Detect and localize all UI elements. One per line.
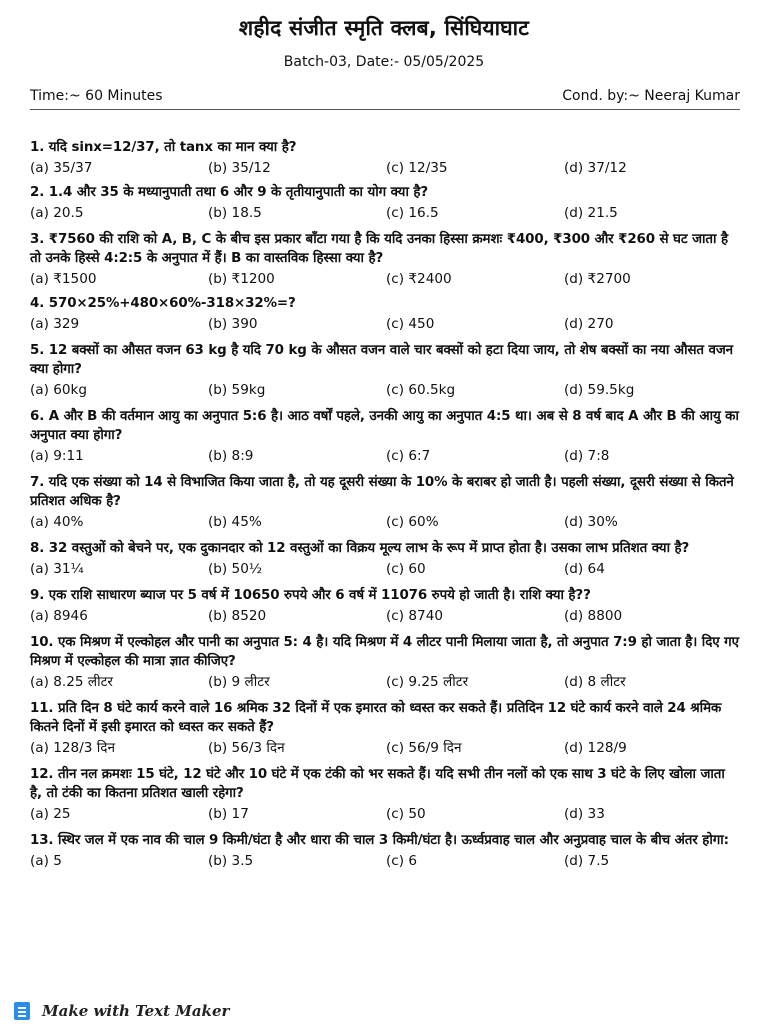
- question-item: [30, 407, 740, 465]
- option-a: (a) 9:11: [30, 448, 84, 464]
- option-row: [30, 513, 740, 531]
- option-b: (b) 9 लीटर: [208, 674, 270, 690]
- option-c: (c) 9.25 लीटर: [386, 674, 469, 690]
- batch-date: Batch-03, Date:- 05/05/2025: [283, 54, 485, 70]
- question-text: 1. यदि sinx=12/37, तो tanx का मान क्या है?: [30, 140, 297, 155]
- option-a: (a) 20.5: [30, 205, 84, 221]
- option-d: (d) 64: [564, 561, 605, 577]
- question-item: [30, 633, 740, 691]
- note-icon: [14, 1002, 30, 1020]
- option-a: (a) 40%: [30, 514, 84, 530]
- page-title: शहीद संजीत स्मृति क्लब, सिंघियाघाट: [238, 16, 530, 40]
- question-item: [30, 699, 740, 757]
- option-row: [30, 381, 740, 399]
- option-d: (d) 270: [564, 316, 614, 332]
- option-d: (d) 59.5kg: [564, 382, 635, 398]
- option-a: (a) 128/3 दिन: [30, 740, 116, 756]
- option-row: [30, 270, 740, 288]
- option-c: (c) 50: [386, 806, 426, 822]
- option-row: [30, 204, 740, 222]
- option-b: (b) 35/12: [208, 160, 271, 176]
- question-item: [30, 294, 740, 333]
- question-item: [30, 539, 740, 578]
- option-b: (b) 18.5: [208, 205, 262, 221]
- option-c: (c) 60: [386, 561, 426, 577]
- question-list: [30, 138, 740, 870]
- question-item: [30, 765, 740, 823]
- option-c: (c) 56/9 दिन: [386, 740, 462, 756]
- question-item: [30, 586, 740, 625]
- option-row: [30, 560, 740, 578]
- conducted-by: Cond. by:~ Neeraj Kumar: [562, 88, 740, 104]
- option-c: (c) 16.5: [386, 205, 439, 221]
- question-text: 11. प्रति दिन 8 घंटे कार्य करने वाले 16 श्रमिक 32 दिनों में एक इमारत को ध्वस्त कर सकते हैं। प्रतिदिन 12 घंटे कार्य करने वाले 24 श्रमिक कितने दिनों में इसी इमारत को ध्वस्त कर सकते हैं?: [30, 701, 722, 735]
- question-item: [30, 341, 740, 399]
- option-b: (b) 50½: [208, 561, 263, 577]
- option-b: (b) 17: [208, 806, 249, 822]
- question-text: 5. 12 बक्सों का औसत वजन 63 kg है यदि 70 kg के औसत वजन वाले चार बक्सों को हटा दिया जाय, तो शेष बक्सों का नया औसत वजन क्या होगा?: [30, 343, 734, 377]
- option-a: (a) 60kg: [30, 382, 88, 398]
- option-b: (b) 390: [208, 316, 258, 332]
- option-d: (d) 8 लीटर: [564, 674, 626, 690]
- question-text: 9. एक राशि साधारण ब्याज पर 5 वर्ष में 10650 रुपये और 6 वर्ष में 11076 रुपये हो जाती है। राशि क्या है??: [30, 588, 591, 603]
- option-row: [30, 673, 740, 691]
- question-item: [30, 831, 740, 870]
- option-row: [30, 607, 740, 625]
- question-item: [30, 183, 740, 222]
- option-b: (b) 8:9: [208, 448, 254, 464]
- option-c: (c) 8740: [386, 608, 443, 624]
- question-item: [30, 473, 740, 531]
- option-a: (a) 31¼: [30, 561, 84, 577]
- footer: [14, 1000, 229, 1022]
- option-a: (a) 8946: [30, 608, 88, 624]
- question-text: 13. स्थिर जल में एक नाव की चाल 9 किमी/घंटा है और धारा की चाल 3 किमी/घंटा है। ऊर्ध्वप्रवाह चाल और अनुप्रवाह चाल के बीच अंतर होगा:: [30, 833, 729, 848]
- question-text: 3. ₹7560 की राशि को A, B, C के बीच इस प्रकार बाँटा गया है कि यदि उनका हिस्सा क्रमशः ₹400, ₹300 और ₹260 से घट जाता है तो उनके हिस्से 4:2:5 के अनुपात में हैं। B का वास्तविक हिस्सा क्या है?: [30, 232, 728, 266]
- option-c: (c) 60.5kg: [386, 382, 456, 398]
- option-row: [30, 315, 740, 333]
- option-c: (c) 6:7: [386, 448, 431, 464]
- time-label: Time:~ 60 Minutes: [30, 88, 163, 104]
- option-d: (d) 7:8: [564, 448, 610, 464]
- option-d: (d) ₹2700: [564, 271, 631, 287]
- option-c: (c) 60%: [386, 514, 439, 530]
- option-d: (d) 37/12: [564, 160, 627, 176]
- question-text: 12. तीन नल क्रमशः 15 घंटे, 12 घंटे और 10 घंटे में एक टंकी को भर सकते हैं। यदि सभी तीन नलों को एक साथ 3 घंटे के लिए खोला जाता है, तो टंकी का कितना प्रतिशत खाली रहेगा?: [30, 767, 725, 801]
- question-text: 10. एक मिश्रण में एल्कोहल और पानी का अनुपात 5: 4 है। यदि मिश्रण में 4 लीटर पानी मिलाया जाता है, तो अनुपात 7:9 हो जाता है। दिए गए मिश्रण में एल्कोहल की मात्रा ज्ञात कीजिए?: [30, 635, 739, 669]
- question-item: [30, 230, 740, 288]
- option-a: (a) 35/37: [30, 160, 93, 176]
- option-c: (c) ₹2400: [386, 271, 452, 287]
- question-text: 2. 1.4 और 35 के मध्यानुपाती तथा 6 और 9 के तृतीयानुपाती का योग क्या है?: [30, 185, 429, 200]
- option-a: (a) ₹1500: [30, 271, 97, 287]
- option-b: (b) 56/3 दिन: [208, 740, 285, 756]
- option-c: (c) 450: [386, 316, 435, 332]
- option-c: (c) 12/35: [386, 160, 448, 176]
- option-b: (b) 59kg: [208, 382, 266, 398]
- option-row: [30, 447, 740, 465]
- option-d: (d) 8800: [564, 608, 623, 624]
- option-row: [30, 739, 740, 757]
- option-a: (a) 25: [30, 806, 71, 822]
- option-a: (a) 329: [30, 316, 80, 332]
- question-text: 6. A और B की वर्तमान आयु का अनुपात 5:6 है। आठ वर्षों पहले, उनकी आयु का अनुपात 4:5 था। अब से 8 वर्ष बाद A और B की आयु का अनुपात क्या होगा?: [30, 409, 739, 443]
- option-d: (d) 7.5: [564, 853, 610, 869]
- option-b: (b) 3.5: [208, 853, 254, 869]
- option-row: [30, 852, 740, 870]
- option-d: (d) 21.5: [564, 205, 618, 221]
- meta-row: [30, 88, 740, 108]
- option-c: (c) 6: [386, 853, 418, 869]
- option-a: (a) 5: [30, 853, 62, 869]
- question-item: [30, 138, 740, 177]
- option-b: (b) 8520: [208, 608, 267, 624]
- option-a: (a) 8.25 लीटर: [30, 674, 113, 690]
- question-text: 7. यदि एक संख्या को 14 से विभाजित किया जाता है, तो यह दूसरी संख्या के 10% के बराबर हो जाती है। पहली संख्या, दूसरी संख्या से कितने प्रतिशत अधिक है?: [30, 475, 734, 509]
- header-divider: [30, 109, 740, 110]
- option-d: (d) 128/9: [564, 740, 627, 756]
- question-text: 8. 32 वस्तुओं को बेचने पर, एक दुकानदार को 12 वस्तुओं का विक्रय मूल्य लाभ के रूप में प्राप्त होता है। उसका लाभ प्रतिशत क्या है?: [30, 541, 690, 556]
- option-d: (d) 30%: [564, 514, 618, 530]
- option-b: (b) ₹1200: [208, 271, 275, 287]
- footer-text: Make with Text Maker: [42, 1002, 230, 1020]
- question-text: 4. 570×25%+480×60%-318×32%=?: [30, 296, 296, 311]
- option-row: [30, 805, 740, 823]
- option-row: [30, 159, 740, 177]
- option-d: (d) 33: [564, 806, 605, 822]
- option-b: (b) 45%: [208, 514, 262, 530]
